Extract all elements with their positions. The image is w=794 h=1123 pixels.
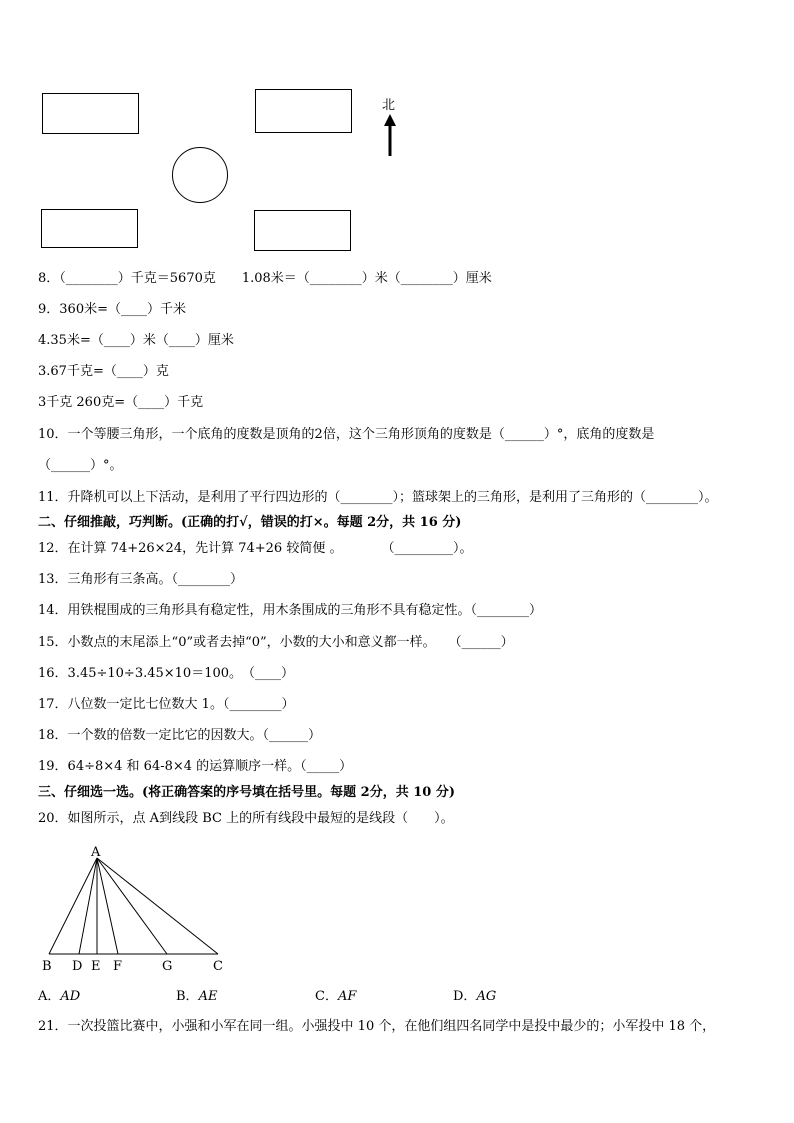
- q20-option-b: [176, 988, 217, 1006]
- rect-top-right: [255, 89, 352, 133]
- label-E: E: [91, 959, 101, 974]
- north-label: 北: [382, 98, 396, 113]
- section-2-heading: 二、仔细推敲，巧判断。(正确的打√，错误的打×。每题 2分，共 16 分): [38, 515, 462, 530]
- option-value: AF: [337, 989, 357, 1004]
- question-21: 21．一次投篮比赛中，小强和小军在同一组。小强投中 10 个，在他们组四名同学中是投中最少的；小军投中 18 个，: [38, 1019, 716, 1034]
- question-8: 8．（________）千克＝5670克 1.08米＝（________）米（________）厘米: [38, 271, 492, 286]
- q20-option-d: [453, 988, 496, 1006]
- option-letter: B．: [176, 989, 199, 1004]
- question-9-c: 3.67千克=（____）克: [38, 364, 169, 379]
- option-value: AE: [198, 989, 218, 1004]
- label-D: D: [72, 959, 83, 974]
- q20-option-c: [315, 988, 356, 1006]
- label-F: F: [113, 959, 123, 974]
- center-circle: [172, 147, 228, 203]
- option-letter: A．: [38, 989, 61, 1004]
- question-9-a: 9．360米=（____）千米: [38, 302, 186, 317]
- rect-top-left: [42, 93, 139, 134]
- segment-AB: [49, 858, 97, 954]
- question-10-a: 10．一个等腰三角形，一个底角的度数是顶角的2倍，这个三角形顶角的度数是（______）°，底角的度数是: [38, 427, 655, 442]
- question-17: 17．八位数一定比七位数大 1。（________）: [38, 697, 295, 712]
- option-letter: D．: [453, 989, 477, 1004]
- option-value: AD: [60, 989, 81, 1004]
- q20-option-a: [38, 988, 80, 1006]
- question-20: 20．如图所示，点 A到线段 BC 上的所有线段中最短的是线段（ ）。: [38, 811, 454, 826]
- option-letter: C．: [315, 989, 338, 1004]
- rect-bottom-left: [41, 209, 138, 248]
- label-A: A: [91, 845, 101, 860]
- question-16: 16．3.45÷10÷3.45×10＝100。 （____）: [38, 666, 295, 681]
- question-19: 19．64÷8×4 和 64-8×4 的运算顺序一样。（_____）: [38, 759, 353, 774]
- segment-AD: [79, 858, 97, 954]
- question-12: 12．在计算 74+26×24，先计算 74+26 较简便 。 （_________）。: [38, 541, 473, 556]
- question-15: 15．小数点的末尾添上“0”或者去掉“0”，小数的大小和意义都一样。 （______）: [38, 635, 514, 650]
- label-G: G: [162, 959, 173, 974]
- question-9-b: 4.35米=（____）米（____）厘米: [38, 333, 234, 348]
- label-B: B: [42, 959, 52, 974]
- option-value: AG: [476, 989, 497, 1004]
- question-9-d: 3千克 260克=（____）千克: [38, 395, 204, 410]
- question-18: 18．一个数的倍数一定比它的因数大。（______）: [38, 728, 322, 743]
- rect-bottom-right: [254, 210, 351, 251]
- north-arrow-icon: [380, 112, 400, 158]
- question-11: 11．升降机可以上下活动，是利用了平行四边形的（________）；篮球架上的三角形，是利用了三角形的（________）。: [38, 490, 718, 505]
- question-13: 13．三角形有三条高。（________）: [38, 572, 244, 587]
- question-10-b: （______）°。: [38, 458, 123, 473]
- label-C: C: [213, 959, 223, 974]
- triangle-figure: [38, 840, 238, 975]
- question-14: 14．用铁棍围成的三角形具有稳定性，用木条围成的三角形不具有稳定性。（________）: [38, 603, 543, 618]
- section-3-heading: 三、仔细选一选。(将正确答案的序号填在括号里。每题 2分，共 10 分): [38, 785, 456, 800]
